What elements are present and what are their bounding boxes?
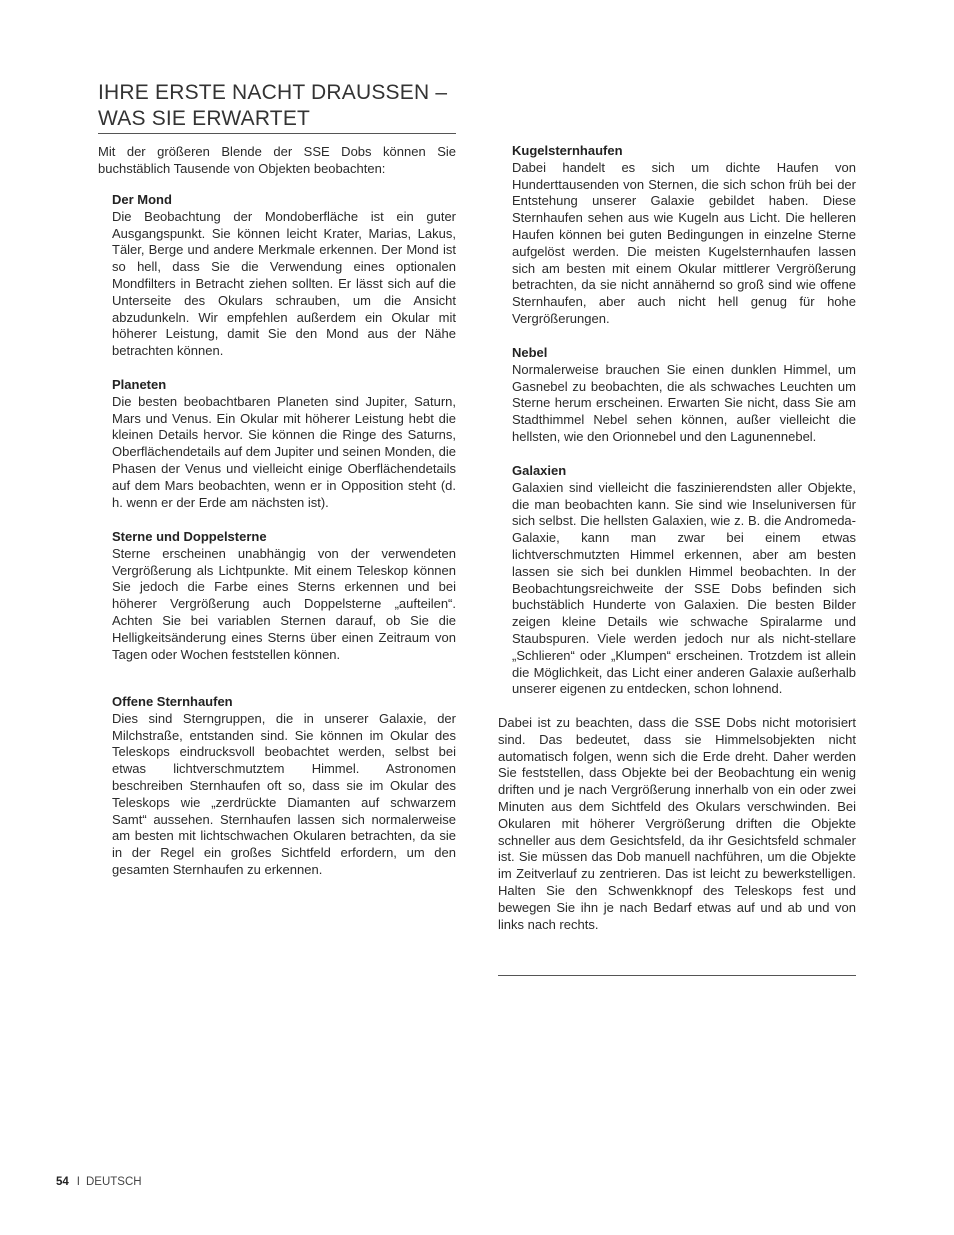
closing-paragraph: Dabei ist zu beachten, dass die SSE Dobs nicht motorisiert sind. Das bedeutet, dass sie Himmelsobjekten nicht automatisch folgen, wenn sich die Erde dreht. Daher werden Sie feststellen, dass Objekte bei der Beobachtung ein wenig driften und je nach Vergrößerung innerhalb von ein oder zwei Minuten aus dem Sichtfeld des Okulars verschwinden. Bei Okularen mit höherer Vergrößerung driften die Objekte schneller aus dem Gesichtsfeld, da ihr Gesichtsfeld schmaler ist. Sie müssen das Dob manuell nachführen, um die Objekte im Zeitverlauf zu zentrieren. Das ist leicht zu bewerkstelligen. Halten Sie den Schwenkknopf des Teleskops fest und bewegen Sie ihn je nach Bedarf etwas auf und ab und von links nach rechts. — [498, 715, 856, 932]
section-body: Dies sind Sterngruppen, die in unserer Galaxie, der Milchstraße, entstanden sind. Sie können im Okular des Teleskops eindrucksvoll beobachtet werden, selbst bei etwas lichtverschmutztem Himmel. Astronomen beschreiben Sternhaufen oft so, dass sie im Okular des Teleskops wie „zerdrückte Diamanten auf schwarzem Samt“ aussehen. Sternhaufen lassen sich normalerweise am besten mit lichtschwachen Okularen betrachten, da sie in der Regel ein großes Sichtfeld erfordern, um den gesamten Sternhaufen zu erkennen. — [112, 710, 456, 877]
title-line-2: WAS SIE ERWARTET — [98, 107, 311, 130]
section-body: Dabei handelt es sich um dichte Haufen von Hunderttausenden von Sternen, die sich schon früh bei der Entstehung unserer Galaxie gebildet haben. Diese Sternhaufen sehen aus wie Kugeln aus Licht. Die helleren Haufen können bei guten Bedingungen in einzelne Sterne aufgelöst werden. Die meisten Kugelsternhaufen lassen sich am besten mit einem Okular mittlerer Vergrößerung betrachten, da sie nicht annähernd so groß sind wie offene Sternhaufen, aber auch nicht hell genug für hohe Vergrößerungen. — [512, 159, 856, 326]
section-stars — [112, 529, 456, 663]
section-nebulae — [512, 345, 856, 446]
section-moon — [112, 192, 456, 360]
section-divider — [498, 975, 856, 976]
section-heading: Galaxien — [512, 463, 567, 478]
section-body: Die besten beobachtbaren Planeten sind Jupiter, Saturn, Mars und Venus. Ein Okular mit höherer Leistung hebt die kleinen Details hervor. Sie können die Ringe des Saturns, Oberflächendetails auf dem Jupiter und seinen Monden, die Phasen der Venus und vielleicht einige Oberflächendetails auf dem Mars beobachten, wenn er in Opposition steht (d. h. wenn er der Erde am nächsten ist). — [112, 393, 456, 510]
section-heading: Planeten — [112, 377, 167, 392]
page-title — [98, 80, 456, 134]
page-number: 54 — [56, 1176, 69, 1188]
section-body: Die Beobachtung der Mondoberfläche ist ein guter Ausgangspunkt. Sie können leicht Krater, Marias, Lakus, Täler, Berge und andere Merkmale erkennen. Der Mond ist so hell, dass Sie die Verwendung eines optionalen Mondfilters in Betracht ziehen sollten. Er lässt sich auf die Unterseite des Okulars schrauben, um die Ansicht abzudunkeln. Wir empfehlen außerdem ein Okular mit höherer Leistung, damit Sie den Mond aus der Nähe betrachten können. — [112, 208, 456, 359]
section-open-clusters — [112, 694, 456, 879]
section-heading: Sterne und Doppelsterne — [112, 529, 267, 544]
section-heading: Offene Sternhaufen — [112, 694, 233, 709]
section-heading: Nebel — [512, 345, 548, 360]
section-body: Normalerweise brauchen Sie einen dunklen Himmel, um Gasnebel zu beobachten, die als schwaches Leuchten um Sterne herum erscheinen. Erwarten Sie nicht, dass Sie am Stadthimmel Nebel sehen können, außer vielleicht die hellsten, wie den Orionnebel und den Lagunennebel. — [512, 361, 856, 444]
intro-paragraph: Mit der größeren Blende der SSE Dobs können Sie buchstäblich Tausende von Objekten beobachten: — [98, 144, 456, 176]
section-planets — [112, 377, 456, 511]
title-line-1: IHRE ERSTE NACHT DRAUSSEN – — [98, 81, 448, 104]
section-body: Galaxien sind vielleicht die faszinierendsten aller Objekte, die man beobachten kann. Sie sind wie Inseluniversen für sich selbst. Die hellsten Galaxien, wie z. B. die Andromeda-Galaxie, kann man zwar bei einem etwas lichtverschmutzten Himmel erkennen, aber am besten lassen sie sich bei dunklen Himmel beobachten. In der Beobachtungsreichweite der SSE Dobs befinden sich buchstäblich Hunderte von Galaxien. Die besten Bilder zeigen kleine Details wie schwache Spiralarme und Staubspuren. Viele werden jedoch nur als nicht-stellare „Schlieren“ oder „Klumpen“ erscheinen. Trotzdem ist allein die Möglichkeit, das Licht einer anderen Galaxie außerhalb unserer eigenen zu entdecken, schon lohnend. — [512, 479, 856, 697]
footer-separator: I — [76, 1176, 80, 1188]
section-galaxies — [512, 463, 856, 698]
footer-language: DEUTSCH — [86, 1176, 142, 1188]
section-heading: Der Mond — [112, 192, 172, 207]
section-body: Sterne erscheinen unabhängig von der verwendeten Vergrößerung als Lichtpunkte. Mit einem Teleskop können Sie jedoch die Farbe eines Sterns erkennen und bei höherer Vergrößerung auch Doppelsterne „aufteilen“. Achten Sie bei variablen Sternen darauf, ob Sie die Helligkeitsänderung eines Sterns über einen Zeitraum von Tagen oder Wochen feststellen können. — [112, 545, 456, 662]
section-heading: Kugelsternhaufen — [512, 143, 623, 158]
section-globular-clusters — [512, 143, 856, 328]
page-footer — [56, 1176, 142, 1188]
